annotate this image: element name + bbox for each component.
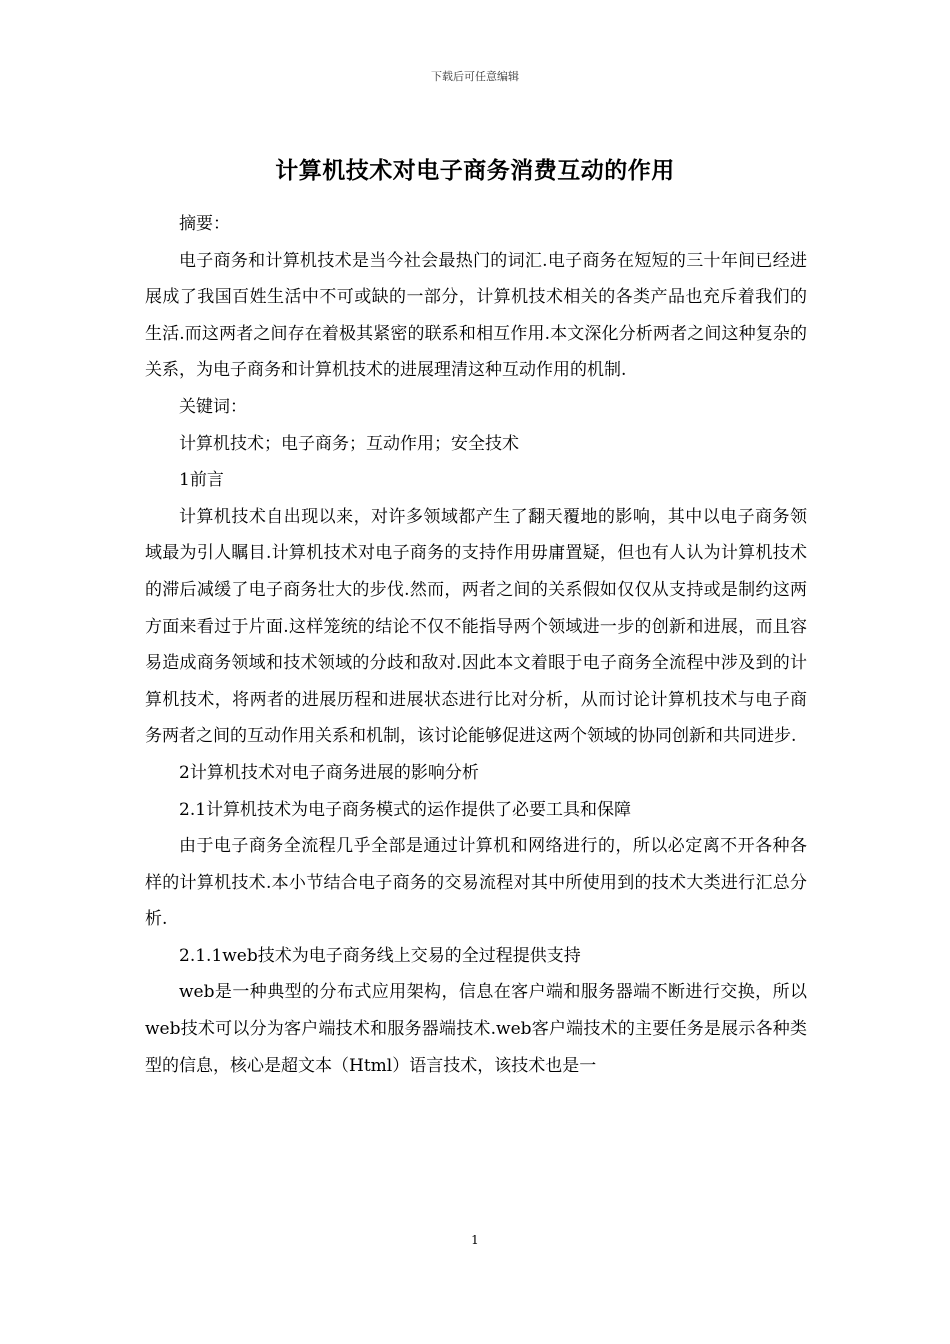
subsection-heading-2-1: 2.1计算机技术为电子商务模式的运作提供了必要工具和保障	[179, 799, 632, 820]
abstract-paragraph: 电子商务和计算机技术是当今社会最热门的词汇.电子商务在短短的三十年间已经进展成了我国百姓生活中不可或缺的一部分，计算机技术相关的各类产品也充斥着我们的生活.而这两者之间存在着极其紧密的联系和相互作用.本文深化分析两者之间这种复杂的关系，为电子商务和计算机技术的进展理清这种互动作用的机制.	[145, 250, 807, 381]
page-header-note: 下载后可任意编辑	[431, 70, 519, 83]
preface-paragraph: 计算机技术自出现以来，对许多领域都产生了翻天覆地的影响，其中以电子商务领域最为引人瞩目.计算机技术对电子商务的支持作用毋庸置疑，但也有人认为计算机技术的滞后减缓了电子商务壮大的步伐.然而，两者之间的关系假如仅仅从支持或是制约这两方面来看过于片面.这样笼统的结论不仅不能指导两个领域进一步的创新和进展，而且容易造成商务领域和技术领域的分歧和敌对.因此本文着眼于电子商务全流程中涉及到的计算机技术，将两者的进展历程和进展状态进行比对分析，从而讨论计算机技术与电子商务两者之间的互动作用关系和机制，该讨论能够促进这两个领域的协同创新和共同进步.	[145, 506, 807, 747]
keywords-list: 计算机技术；电子商务；互动作用；安全技术	[179, 433, 519, 454]
section-heading-preface: 1前言	[179, 470, 224, 491]
keywords-heading: 关键词：	[179, 396, 247, 417]
subsection-2-1-1-paragraph: web是一种典型的分布式应用架构，信息在客户端和服务器端不断进行交换，所以web技术可以分为客户端技术和服务器端技术.web客户端技术的主要任务是展示各种类型的信息，核心是超文本（Html）语言技术，该技术也是一	[145, 982, 807, 1076]
document-body	[145, 206, 807, 1084]
page-number: 1	[471, 1233, 479, 1247]
subsection-heading-2-1-1: 2.1.1web技术为电子商务线上交易的全过程提供支持	[179, 945, 581, 966]
document-title: 计算机技术对电子商务消费互动的作用	[275, 158, 675, 184]
abstract-heading: 摘要：	[179, 214, 230, 234]
subsection-2-1-paragraph: 由于电子商务全流程几乎全部是通过计算机和网络进行的，所以必定离不开各种各样的计算机技术.本小节结合电子商务的交易流程对其中所使用到的技术大类进行汇总分析.	[145, 836, 807, 930]
section-heading-2: 2计算机技术对电子商务进展的影响分析	[179, 762, 479, 783]
